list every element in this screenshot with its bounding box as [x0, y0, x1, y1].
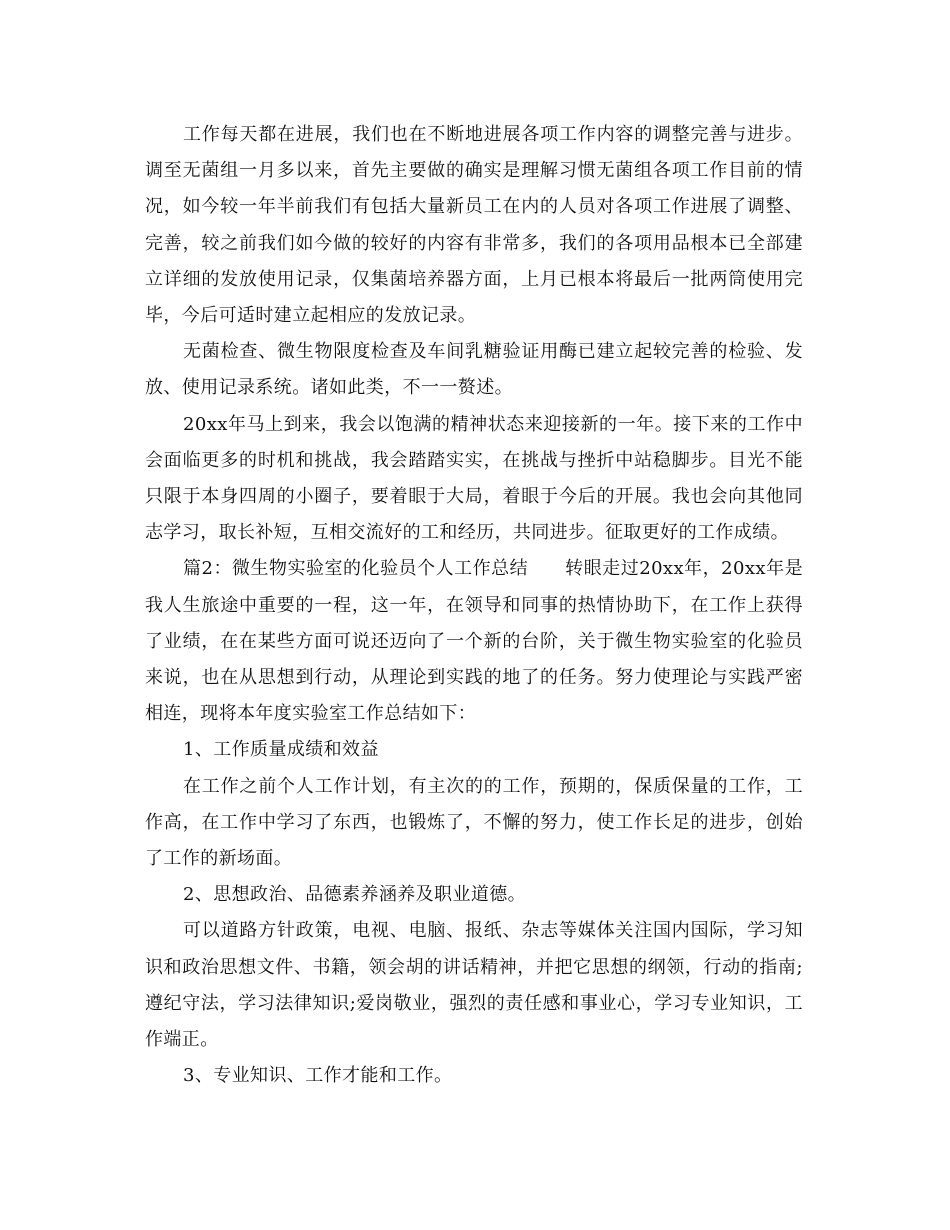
heading-ideology-ethics: 2、思想政治、品德素养涵养及职业道德。: [183, 884, 527, 906]
document-body: [145, 117, 803, 1094]
paragraph-ideology-ethics: 可以道路方针政策，电视、电脑、报纸、杂志等媒体关注国内国际，学习知识和政治思想文件、书籍，领会胡的讲话精神，并把它思想的纲领，行动的指南;遵纪守法，学习法律知识;爱岗敬业，强烈的责任感和事业心，学习专业知识，工作端正。: [145, 920, 803, 1051]
paragraph-new-year: 20xx年马上到来，我会以饱满的精神状态来迎接新的一年。接下来的工作中会面临更多的时机和挑战，我会踏踏实实，在挑战与挫折中站稳脚步。目光不能只限于本身四周的小圈子，要着眼于大局，着眼于今后的开展。我也会向其他同志学习，取长补短，互相交流好的工和经历，共同进步。征取更好的工作成绩。: [145, 413, 803, 544]
heading-professional-knowledge: 3、专业知识、工作才能和工作。: [183, 1065, 453, 1087]
paragraph-work-quality: 在工作之前个人工作计划，有主次的的工作，预期的，保质保量的工作，工作高，在工作中学习了东西，也锻炼了，不懈的努力，使工作长足的进步，创始了工作的新场面。: [145, 775, 803, 870]
paragraph-sterility-records: 无菌检查、微生物限度检查及车间乳糖验证用酶已建立起较完善的检验、发放、使用记录系统。诸如此类，不一一赘述。: [145, 341, 803, 399]
paragraph-work-progress: 工作每天都在进展，我们也在不断地进展各项工作内容的调整完善与进步。调至无菌组一月多以来，首先主要做的确实是理解习惯无菌组各项工作目前的情况，如今较一年半前我们有包括大量新员工在内的人员对各项工作进展了调整、完善，较之前我们如今做的较好的内容有非常多，我们的各项用品根本已全部建立详细的发放使用记录，仅集菌培养器方面，上月已根本将最后一批两筒使用完毕，今后可适时建立起相应的发放记录。: [145, 124, 803, 327]
heading-work-quality: 1、工作质量成绩和效益: [183, 739, 379, 761]
paragraph-chapter-2-intro: 篇2：微生物实验室的化验员个人工作总结 转眼走过20xx年，20xx年是我人生旅途中重要的一程，这一年，在领导和同事的热情协助下，在工作上获得了业绩，在在某些方面可说还迈向了一个新的台阶，关于微生物实验室的化验员来说，也在从思想到行动，从理论到实践的地了的任务。努力使理论与实践严密相连，现将本年度实验室工作总结如下：: [145, 558, 803, 725]
